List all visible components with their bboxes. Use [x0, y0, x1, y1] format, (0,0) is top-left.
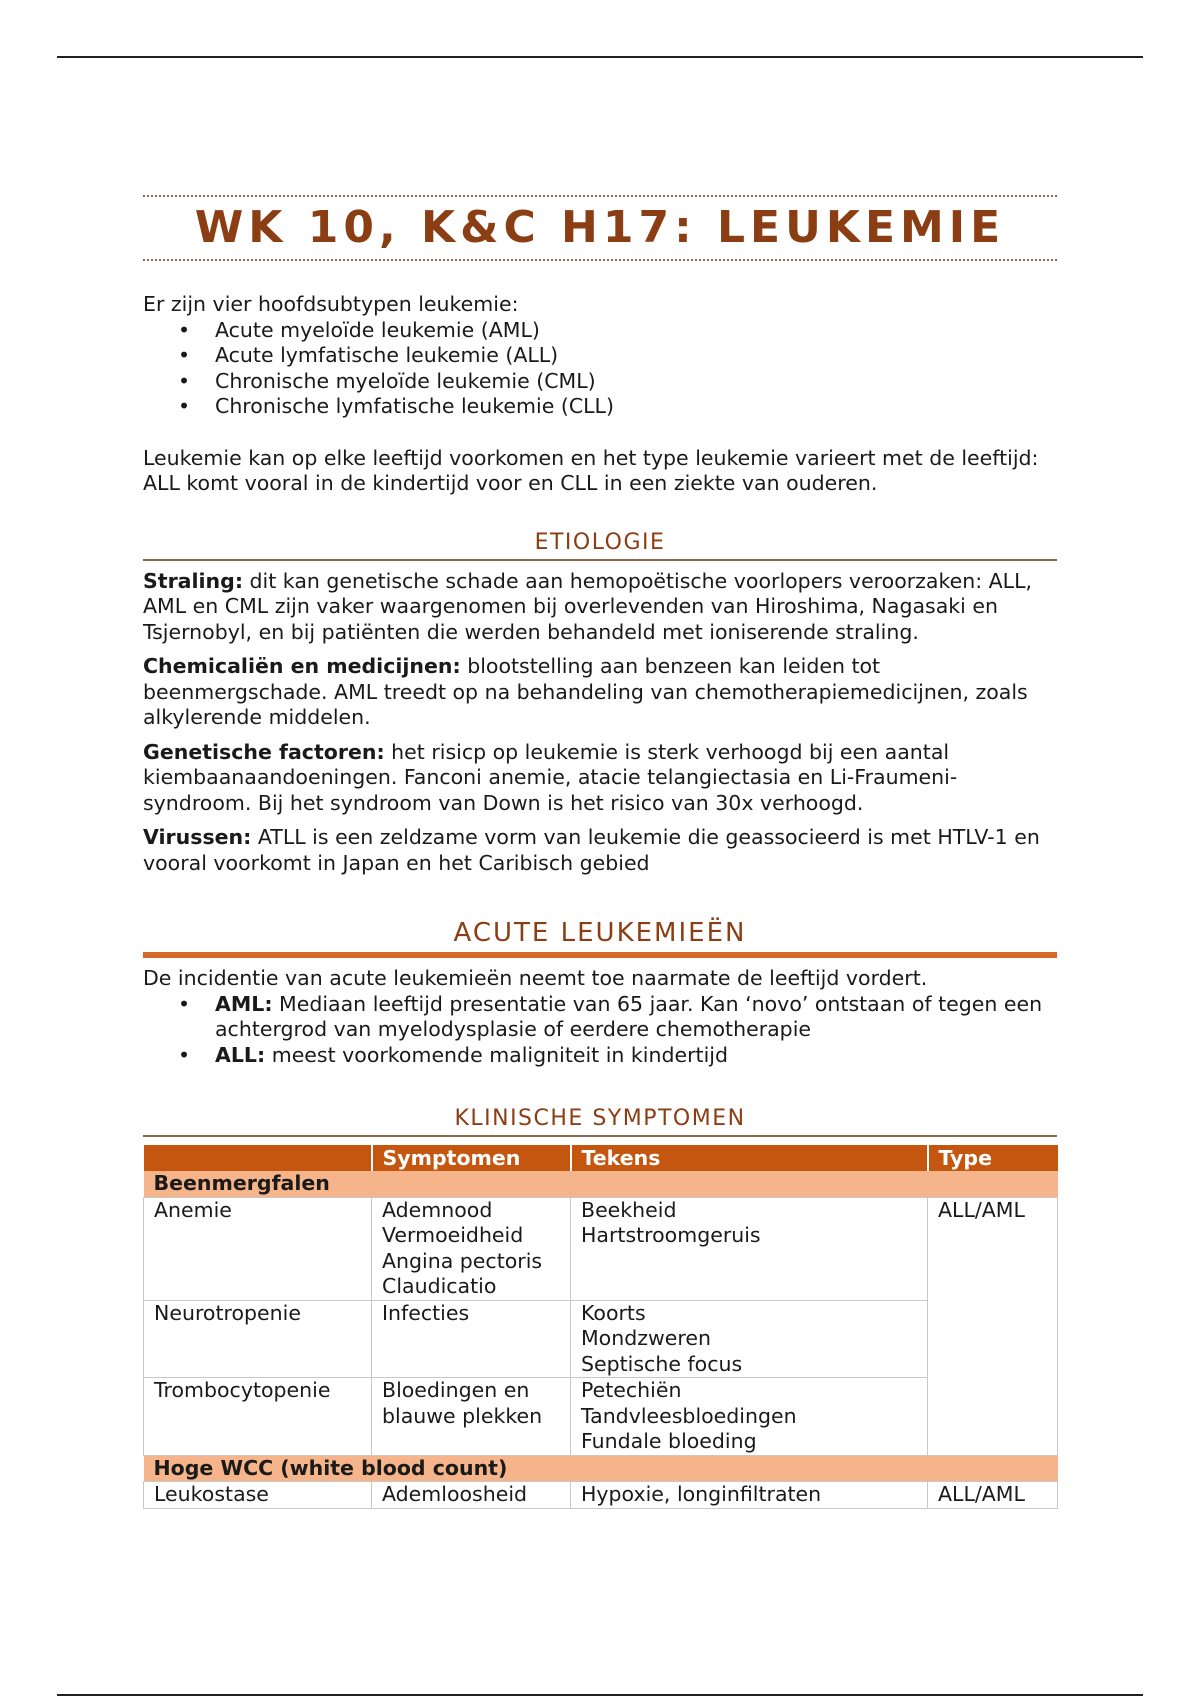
intro-lead: Er zijn vier hoofdsubtypen leukemie:: [143, 292, 519, 316]
term-label: AML:: [215, 991, 273, 1016]
type-cell: ALL/AML: [928, 1197, 1058, 1455]
term-text: ATLL is een zeldzame vorm van leukemie die geassocieerd is met HTLV-1 en vooral voorkomt in Japan en het Caribisch gebied: [143, 825, 1040, 875]
table-row: [144, 1300, 1058, 1378]
symptom: Angina pectoris: [382, 1248, 543, 1273]
type-cell: ALL/AML: [928, 1482, 1058, 1509]
sign: Mondzweren: [581, 1326, 711, 1350]
column-header: Type: [928, 1145, 1058, 1171]
term-text: het risicp op leukemie is sterk verhoogd bij een aantal kiembaanaandoeningen. Fanconi anemie, atacie telangiectasia en Li-Fraumeni-syndroom. Bij het syndroom van Down is het risico van 30x verhoogd.: [143, 739, 958, 815]
table-row: [144, 1378, 1058, 1456]
term-label: Virussen:: [143, 825, 252, 849]
term-label: ALL:: [215, 1042, 266, 1067]
symptom: Ademnood: [382, 1197, 493, 1222]
sign: Hartstroomgeruis: [581, 1223, 761, 1247]
symptoms-cell: [372, 1197, 571, 1300]
group-label: Hoge WCC (white blood count): [144, 1455, 1058, 1482]
column-header: [144, 1145, 372, 1171]
list-item: [143, 992, 1057, 1043]
row-name: Leukostase: [144, 1482, 372, 1509]
age-note: Leukemie kan op elke leeftijd voorkomen en het type leukemie varieert met de leeftijd: ALL komt vooral in de kindertijd voor en CLL in een ziekte van ouderen.: [143, 445, 1039, 495]
acute-lead: De incidentie van acute leukemieën neemt toe naarmate de leeftijd vordert.: [143, 966, 928, 990]
group-label: Beenmergfalen: [144, 1171, 1058, 1197]
etiologie-straling: [143, 569, 1057, 646]
term-text: Mediaan leeftijd presentatie van 65 jaar. Kan ‘novo’ ontstaan of tegen een achtergrod van myelodysplasie of eerdere chemotherapie: [215, 991, 1043, 1041]
acute-list: [143, 992, 1057, 1069]
table-header-row: [144, 1145, 1058, 1171]
sign: Petechiën: [581, 1378, 682, 1402]
page-bottom-rule: [57, 1694, 1143, 1696]
symptom: Vermoeidheid: [382, 1223, 524, 1247]
etiologie-heading: ETIOLOGIE: [143, 527, 1057, 561]
symptoms-cell: [372, 1378, 571, 1456]
signs-cell: [571, 1378, 928, 1456]
sign: Beekheid: [581, 1197, 677, 1222]
list-item: • Chronische lymfatische leukemie (CLL): [143, 394, 1057, 420]
symptoms-table: [143, 1145, 1058, 1509]
symptom: Claudicatio: [382, 1274, 497, 1298]
symptoms-cell: Ademloosheid: [372, 1482, 571, 1509]
subtype-list: [143, 318, 1057, 420]
sign: Septische focus: [581, 1351, 743, 1376]
list-item: • Chronische myeloïde leukemie (CML): [143, 369, 1057, 395]
symptoms-cell: [372, 1300, 571, 1378]
table-group-row: [144, 1171, 1058, 1197]
symptom: Bloedingen en blauwe plekken: [382, 1378, 543, 1428]
sign: Koorts: [581, 1300, 646, 1325]
etiologie-genetisch: [143, 740, 1057, 817]
signs-cell: [571, 1197, 928, 1300]
symptom: Infecties: [382, 1300, 470, 1325]
list-item: • Acute myeloïde leukemie (AML): [143, 318, 1057, 344]
etiologie-virussen: [143, 825, 1057, 876]
term-label: Genetische factoren:: [143, 739, 385, 764]
document-body: [143, 195, 1057, 1509]
page-title: WK 10, K&C H17: LEUKEMIE: [143, 195, 1057, 261]
table-group-row: [144, 1455, 1058, 1482]
page-top-rule: [57, 56, 1143, 58]
term-label: Chemicaliën en medicijnen:: [143, 654, 461, 678]
term-text: meest voorkomende maligniteit in kindertijd: [265, 1042, 728, 1067]
table-row: [144, 1197, 1058, 1300]
term-label: Straling:: [143, 568, 244, 593]
column-header: Tekens: [571, 1145, 928, 1171]
klinische-heading: KLINISCHE SYMPTOMEN: [143, 1103, 1057, 1137]
term-text: dit kan genetische schade aan hemopoëtische voorlopers veroorzaken: ALL, AML en CML zijn vaker waargenomen bij overlevenden van Hiroshima, Nagasaki en Tsjernobyl, en bij patiënten die werden behandeld met ioniserende straling.: [143, 568, 1033, 644]
list-item: • Acute lymfatische leukemie (ALL): [143, 343, 1057, 369]
list-item: [143, 1043, 1057, 1069]
row-name: Anemie: [144, 1197, 372, 1300]
acute-heading: ACUTE LEUKEMIEËN: [143, 914, 1057, 958]
etiologie-chemicalien: [143, 654, 1057, 731]
term-text: blootstelling aan benzeen kan leiden tot beenmergschade. AML treedt op na behandeling van chemotherapiemedicijnen, zoals alkylerende middelen.: [143, 654, 1028, 729]
signs-cell: Hypoxie, longinfiltraten: [571, 1482, 928, 1509]
row-name: Trombocytopenie: [144, 1378, 372, 1456]
table-row: [144, 1482, 1058, 1509]
sign: Tandvleesbloedingen: [581, 1403, 797, 1428]
row-name: Neurotropenie: [144, 1300, 372, 1378]
signs-cell: [571, 1300, 928, 1378]
sign: Fundale bloeding: [581, 1429, 757, 1453]
column-header: Symptomen: [372, 1145, 571, 1171]
